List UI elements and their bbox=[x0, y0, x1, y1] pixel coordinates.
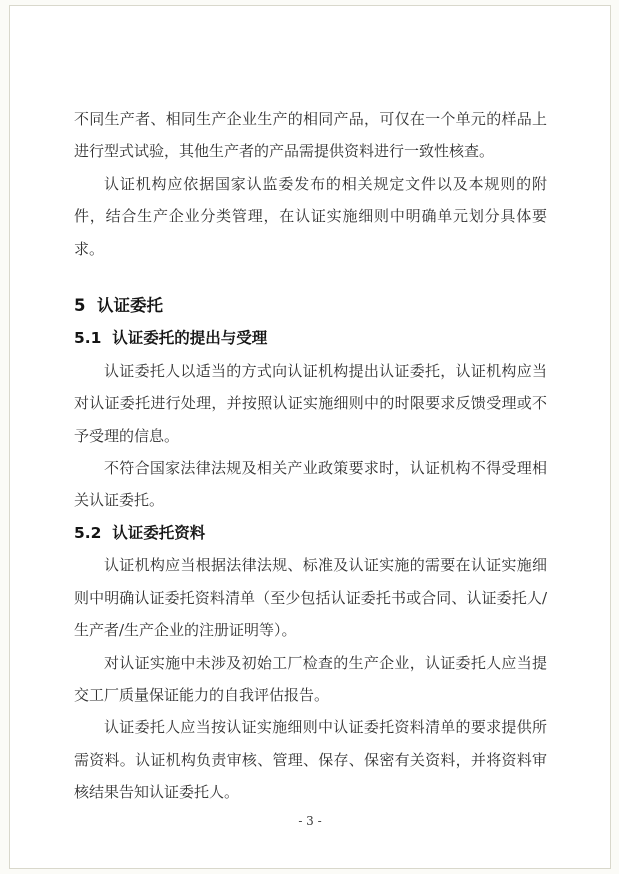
paragraph-self-assessment: 对认证实施中未涉及初始工厂检查的生产企业，认证委托人应当提交工厂质量保证能力的自我评估报告。 bbox=[74, 653, 547, 704]
paragraph-unit-division-requirements: 认证机构应依据国家认监委发布的相关规定文件以及本规则的附件，结合生产企业分类管理，在认证实施细则中明确单元划分具体要求。 bbox=[74, 174, 547, 258]
paragraph-material-review: 认证委托人应当按认证实施细则中认证委托资料清单的要求提供所需资料。认证机构负责审核、管理、保存、保密有关资料，并将资料审核结果告知认证委托人。 bbox=[74, 718, 547, 802]
paragraph-entrust-submission: 认证委托人以适当的方式向认证机构提出认证委托，认证机构应当对认证委托进行处理，并按照认证实施细则中的时限要求反馈受理或不予受理的信息。 bbox=[74, 361, 547, 445]
page-number: - 3 - bbox=[298, 814, 322, 828]
document-page bbox=[9, 5, 611, 869]
section-heading-5-1: 5.1 认证委托的提出与受理 bbox=[74, 329, 268, 348]
section-heading-5-2: 5.2 认证委托资料 bbox=[74, 523, 206, 542]
section-heading-5: 5 认证委托 bbox=[74, 296, 163, 316]
paragraph-material-list: 认证机构应当根据法律法规、标准及认证实施的需要在认证实施细则中明确认证委托资料清单（至少包括认证委托书或合同、认证委托人/生产者/生产企业的注册证明等）。 bbox=[74, 556, 547, 640]
document-body bbox=[74, 103, 547, 809]
paragraph-unit-division: 不同生产者、相同生产企业生产的相同产品，可仅在一个单元的样品上进行型式试验，其他生产者的产品需提供资料进行一致性核查。 bbox=[74, 110, 547, 161]
paragraph-entrust-rejection: 不符合国家法律法规及相关产业政策要求时，认证机构不得受理相关认证委托。 bbox=[74, 459, 547, 510]
